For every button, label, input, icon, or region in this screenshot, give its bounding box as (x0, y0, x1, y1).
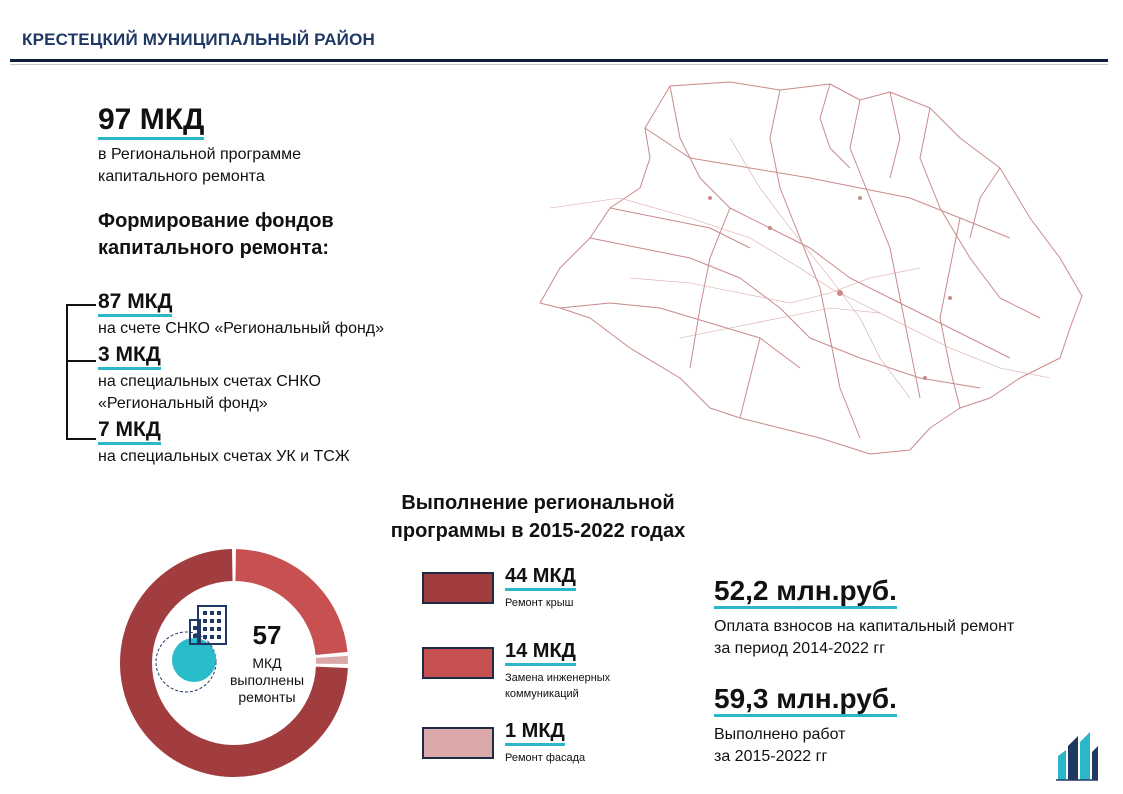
fund-item (98, 419, 161, 445)
fund-item-desc: на специальных счетах УК и ТСЖ (98, 448, 350, 465)
donut-center-line2: выполнены (229, 672, 305, 688)
legend-item (505, 566, 576, 591)
donut-slice-facade (316, 656, 348, 664)
legend-swatch-roof (422, 572, 494, 604)
money-paid-desc (714, 616, 1014, 660)
money-works-desc-line1: Выполнено работ (714, 726, 846, 743)
legend-label: Ремонт крыш (505, 597, 574, 609)
legend-item (505, 721, 565, 746)
legend-label-line2: коммуникаций (505, 688, 579, 700)
district-map-roads (550, 138, 1050, 398)
money-works-desc (714, 724, 845, 768)
fund-item-desc-line2: «Региональный фонд» (98, 395, 268, 412)
program-title (338, 489, 738, 545)
fund-item (98, 344, 161, 370)
funds-heading-line1: Формирование фондов (98, 210, 334, 232)
program-title-line1: Выполнение региональной (401, 492, 675, 514)
fund-item-value: 3 МКД (98, 344, 161, 370)
total-mkd-value: 97 МКД (98, 104, 204, 140)
fund-item-desc-line1: на специальных счетах СНКО (98, 373, 321, 390)
money-works (714, 684, 897, 717)
fund-logo-icon (1052, 728, 1100, 782)
program-title-line2: программы в 2015-2022 годах (390, 520, 686, 542)
funds-heading (98, 208, 334, 262)
money-paid-desc-line2: за период 2014-2022 гг (714, 640, 886, 657)
funds-bracket-tick (66, 304, 96, 306)
legend-value: 14 МКД (505, 641, 576, 666)
fund-item-desc (98, 371, 321, 415)
legend-label (505, 670, 610, 702)
fund-item (98, 291, 172, 317)
donut-center-value: 57 (252, 620, 282, 650)
total-desc-line2: капитального ремонта (98, 168, 265, 185)
legend-label-line1: Замена инженерных (505, 672, 611, 684)
money-paid-value: 52,2 млн.руб. (714, 576, 897, 609)
legend-swatch-engineering (422, 647, 494, 679)
funds-bracket-tick (66, 438, 96, 440)
header-divider (10, 59, 1108, 62)
total-mkd (98, 104, 204, 140)
header-divider-shadow (10, 64, 1108, 65)
donut-center-line1: МКД (252, 655, 282, 671)
money-paid (714, 576, 897, 609)
legend-swatch-facade (422, 727, 494, 759)
legend-label: Ремонт фасада (505, 752, 586, 764)
total-mkd-desc (98, 144, 301, 188)
money-works-desc-line2: за 2015-2022 гг (714, 748, 828, 765)
money-paid-desc-line1: Оплата взносов на капитальный ремонт (714, 618, 1015, 635)
money-works-value: 59,3 млн.руб. (714, 684, 897, 717)
funds-bracket-tick (66, 360, 96, 362)
district-map (530, 78, 1090, 460)
fund-item-value: 7 МКД (98, 419, 161, 445)
legend-value: 44 МКД (505, 566, 576, 591)
fund-item-value: 87 МКД (98, 291, 172, 317)
legend-item (505, 641, 576, 666)
funds-heading-line2: капитального ремонта: (98, 237, 330, 259)
page-title: КРЕСТЕЦКИЙ МУНИЦИПАЛЬНЫЙ РАЙОН (22, 30, 376, 49)
total-desc-line1: в Региональной программе (98, 146, 301, 163)
fund-item-desc: на счете СНКО «Региональный фонд» (98, 320, 385, 337)
donut-center-label (222, 655, 312, 706)
legend-value: 1 МКД (505, 721, 565, 746)
donut-center-line3: ремонты (238, 689, 296, 705)
funds-bracket (66, 304, 68, 440)
district-map-lines (540, 82, 1082, 454)
